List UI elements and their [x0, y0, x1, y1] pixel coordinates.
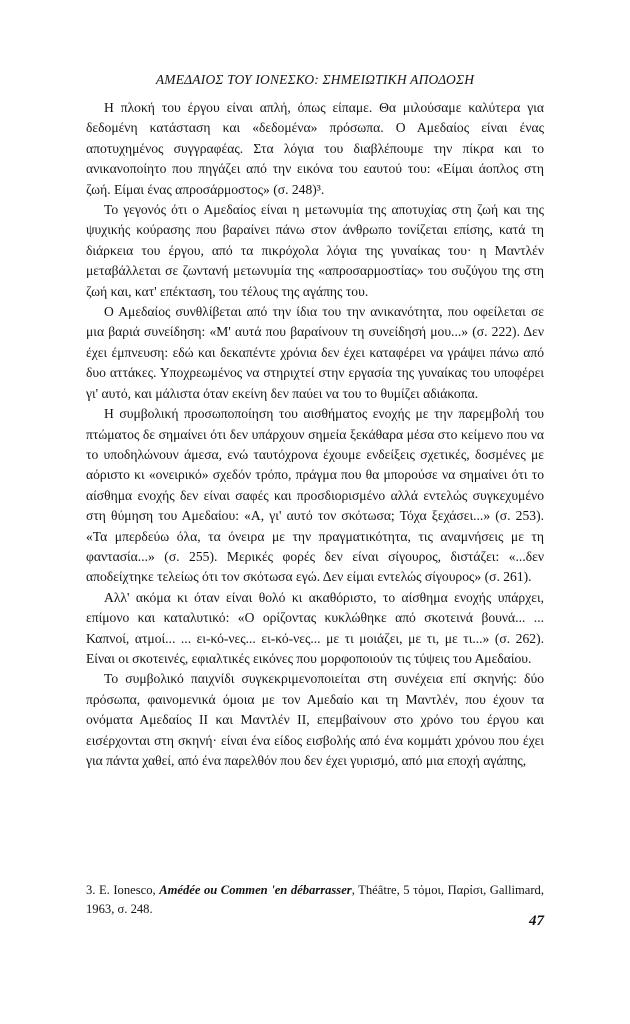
footnote-work-title: Amédée ou Commen 'en débarrasser — [159, 883, 352, 897]
paragraph-1: Η πλοκή του έργου είναι απλή, όπως είπαμε. Θα μιλούσαμε καλύτερα για δεδομένη κατάσταση και «δεδομένα» πρόσωπα. Ο Αμεδαίος είναι ένας αποτυχημένος συγγραφέας. Στα λόγια του διαβλέπουμε την πίκρα και το ανικανοποίητο που πηγάζει από την εικόνα του εαυτού του: «Είμαι άοπλος στη ζωή. Είμαι ένας απροσάρμοστος» (σ. 248)³. — [86, 100, 544, 197]
paragraph-3: Ο Αμεδαίος συνθλίβεται από την ίδια του την ανικανότητα, που οφείλεται σε μια βαριά συνείδηση: «Μ' αυτά που βαραίνουν τη συνείδησή μου...» (σ. 222). Δεν έχει έμπνευση: εδώ και δεκαπέντε χρόνια δεν έχει καταφέρει να γράψει πάνω από δυο αττάκες. Υποχρεωμένος να στηριχτεί στην εργασία της γυναίκας του υποφέρει γι' αυτό, και μάλιστα όταν εκείνη δεν παύει να του το θυμίζει αδιάκοπα. — [86, 304, 544, 401]
paragraph-5: Αλλ' ακόμα κι όταν είναι θολό κι ακαθόριστο, το αίσθημα ενοχής υπάρχει, επίμονο και καταλυτικό: «Ο ορίζοντας κυκλώθηκε από σκοτεινά βουνά... ... Καπνοί, ατμοί... ... ει-κό-νες... ει-κό-νες... με τι μοιάζει, με τι, με τι...» (σ. 262). Είναι οι σκοτεινές, εφιαλτικές εικόνες που μορφοποιούν τις τύψεις του Αμεδαίου. — [86, 589, 544, 666]
page-number: 47 — [529, 913, 544, 929]
paragraph-4: Η συμβολική προσωποποίηση του αισθήματος ενοχής με την παρεμβολή του πτώματος δε σημαίνει ότι δεν υπάρχουν σημεία ξεκάθαρα μέσα στο κείμενο που να το υποδηλώνουν άμεσα, ενώ ταυτόχρονα έχουμε ενδείξεις σχετικές, δοσμένες με αόριστο κι «ονειρικό» σχεδόν τρόπο, πράγμα που θα μπορούσε να σημαίνει ότι το αίσθημα ενοχής δεν είναι σαφές και προσδιορισμένο αλλά εντελώς συγκεχυμένο στη θύμηση του Αμεδαίου: «Α, γι' αυτό τον σκότωσα; Τόχα ξεχάσει...» (σ. 253). «Τα μπερδεύω όλα, τα όνειρα με την πραγματικότητα, τις αναμνήσεις με τη φαντασία...» (σ. 255). Μερικές φορές δεν είναι σίγουρος, διστάζει: «...δεν αποδείχτηκε τελείως ότι τον σκότωσα εγώ. Δεν είμαι εντελώς σίγουρος» (σ. 261). — [86, 406, 544, 585]
paragraph-2: Το γεγονός ότι ο Αμεδαίος είναι η μετωνυμία της αποτυχίας στη ζωή και της ψυχικής κούρασης που βαραίνει πάνω στον άνθρωπο τονίζεται επίσης, κατά τη διάρκεια του έργου, από τα πικρόχολα λόγια της γυναίκας του· η Μαντλέν μεταβάλλεται σε ζωντανή μετωνυμία της «απροσαρμοστίας» του συζύγου της στη ζωή και, κατ' επέκταση, του τέλους της αγάπης του. — [86, 202, 544, 299]
running-header: ΑΜΕΔΑΙΟΣ ΤΟΥ ΙΟΝΕΣΚΟ: ΣΗΜΕΙΩΤΙΚΗ ΑΠΟΔΟΣΗ — [155, 72, 475, 87]
footnote-lead: 3. E. Ionesco, — [86, 883, 160, 897]
footnote — [86, 881, 544, 919]
footnote-rest: , Théâtre, 5 τόμοι, Παρίσι, Gallimard, 1963, σ. 248. — [86, 883, 544, 916]
body-text — [86, 98, 544, 771]
paragraph-6: Το συμβολικό παιχνίδι συγκεκριμενοποιείται στη συνέχεια επί σκηνής: δύο πρόσωπα, φαινομενικά όμοια με τον Αμεδαίο και τη Μαντλέν, που έχουν τα ονόματα Αμεδαίος ΙΙ και Μαντλέν ΙΙ, επεμβαίνουν στο χρόνο του έργου και εισέρχονται στη σκηνή· είναι ένα είδος εισβολής από ένα κομμάτι χρόνου που έχει για πάντα χαθεί, από ένα παρελθόν που δεν έχει γυρισμό, από μια εποχή αγάπης, — [86, 671, 544, 768]
